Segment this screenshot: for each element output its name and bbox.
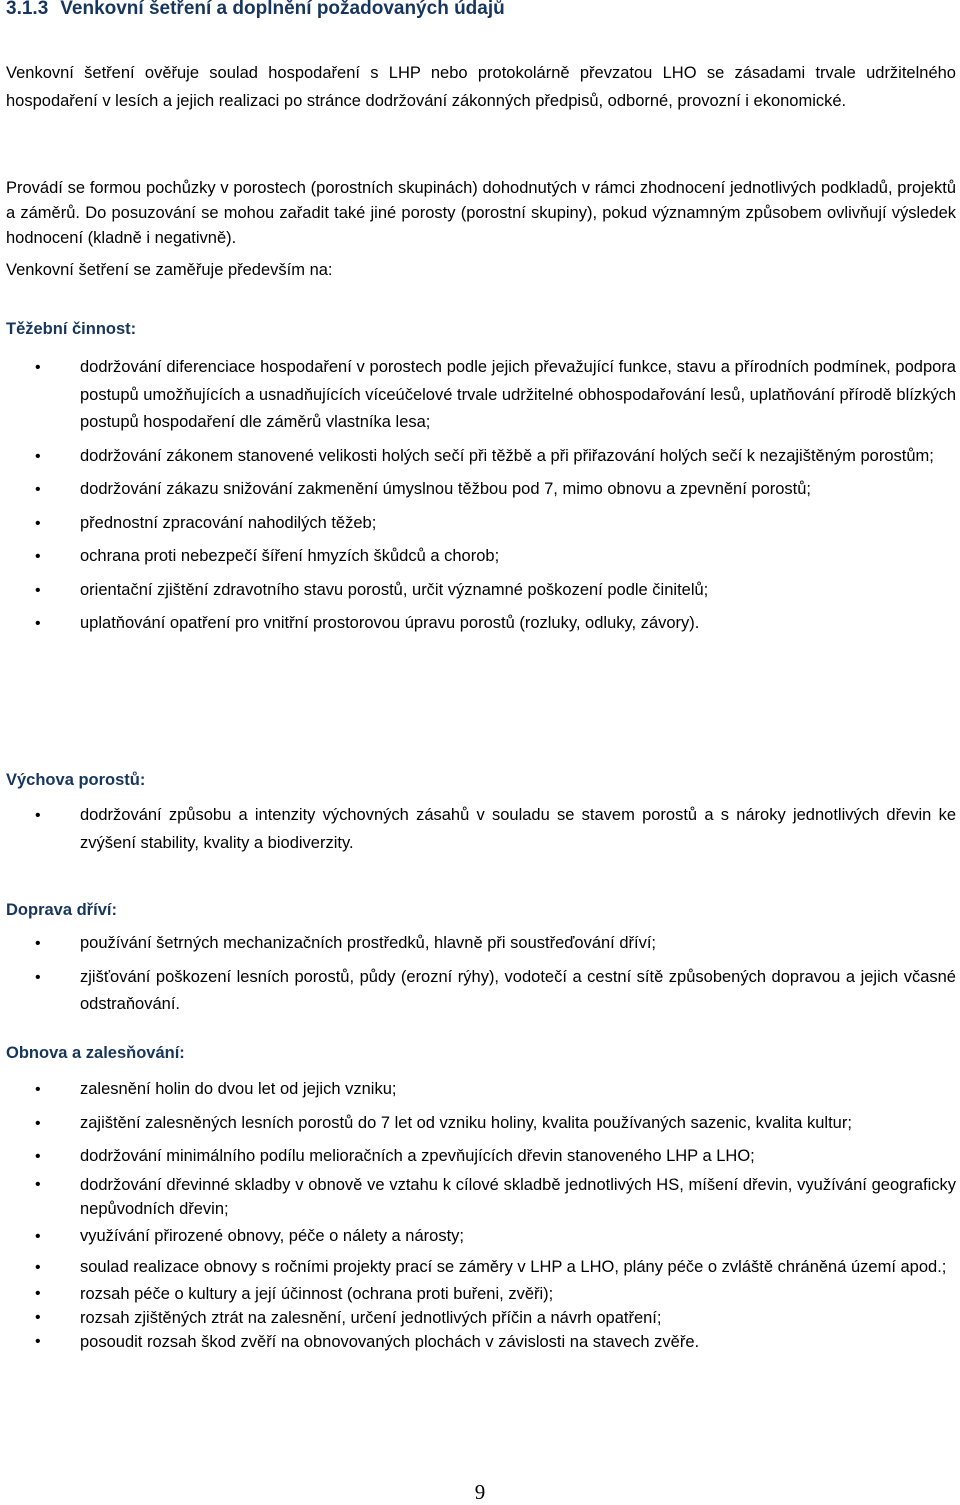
bullet-icon: • [35, 1175, 41, 1193]
bullet-icon: • [35, 1148, 41, 1165]
list-item: • dodržování diferenciace hospodaření v porostech podle jejich převažující funkce, stavu a přírodních podmínek, podpora postupů umožňujících a usnadňujících víceúčelové trvale udržitelné obhospodařování lesů, uplatňování přírodě blízkých postupů hospodaření dle záměrů vlastníka lesa; [0, 354, 956, 437]
section-title-vychova: Výchova porostů: [6, 771, 146, 789]
bullet-icon: • [35, 447, 41, 465]
bullet-icon: • [35, 1332, 41, 1350]
list-item: • dodržování minimálního podílu melioračních a zpevňujících dřevin stanoveného LHP a LHO; [0, 1143, 956, 1171]
bullet-icon: • [35, 514, 41, 532]
page-number: 9 [474, 1480, 486, 1504]
list-item: • dodržování způsobu a intenzity výchovných zásahů v souladu se stavem porostů a s nároky jednotlivých dřevin ke zvýšení stability, kvality a biodiverzity. [0, 802, 956, 857]
bullet-icon: • [35, 1284, 41, 1302]
list-item: • dodržování zákonem stanovené velikosti holých sečí při těžbě a při přiřazování holých sečí k nezajištěným porostům; [0, 443, 956, 471]
section-heading [6, 0, 505, 20]
list-item: • dodržování dřevinné skladby v obnově ve vztahu k cílové skladbě jednotlivých HS, míšení dřevin, využívání geograficky nepůvodních dřevin; [0, 1173, 956, 1221]
bullet-icon: • [35, 1259, 41, 1276]
list-tezebni [0, 354, 956, 638]
bullet-icon: • [35, 968, 41, 986]
bullet-icon: • [35, 481, 41, 498]
list-item: • rozsah zjištěných ztrát na zalesnění, určení jednotlivých příčin a návrh opatření; [0, 1306, 956, 1330]
list-obnova [0, 1076, 956, 1354]
bullet-icon: • [35, 807, 41, 824]
list-item: • soulad realizace obnovy s ročními projekty prací se záměry v LHP a LHO, plány péče o zvláště chráněná území apod.; [0, 1254, 956, 1282]
bullet-icon: • [35, 548, 41, 565]
section-title-tezebni: Těžební činnost: [6, 320, 137, 338]
list-vychova [0, 802, 956, 857]
list-item: • využívání přirozené obnovy, péče o nálety a nárosty; [0, 1223, 956, 1251]
list-item: • ochrana proti nebezpečí šíření hmyzích škůdců a chorob; [0, 543, 956, 571]
list-item: • posoudit rozsah škod zvěří na obnovovaných plochách v závislosti na stavech zvěře. [0, 1330, 956, 1354]
bullet-icon: • [35, 359, 41, 376]
bullet-icon: • [35, 1308, 41, 1326]
bullet-icon: • [35, 1114, 41, 1132]
section-number: 3.1.3 [6, 0, 49, 19]
bullet-icon: • [35, 581, 41, 599]
list-item: • uplatňování opatření pro vnitřní prostorovou úpravu porostů (rozluky, odluky, závory). [0, 610, 956, 638]
intro-paragraph-1: Venkovní šetření ověřuje soulad hospodaření s LHP nebo protokolárně převzatou LHO se zásadami trvale udržitelného hospodaření v lesích a jejich realizaci po stránce dodržování zákonných předpisů, odborné, provozní i ekonomické. [6, 64, 956, 110]
list-item: • přednostní zpracování nahodilých těžeb; [0, 510, 956, 538]
intro-paragraph-3: Venkovní šetření se zaměřuje především na: [6, 261, 333, 279]
list-item: • orientační zjištění zdravotního stavu porostů, určit významné poškození podle činitelů; [0, 577, 956, 605]
list-doprava [0, 930, 956, 1019]
bullet-icon: • [35, 615, 41, 632]
list-item: • zjišťování poškození lesních porostů, půdy (erozní rýhy), vodotečí a cestní sítě způsobených dopravou a jejich včasné odstraňování. [0, 964, 956, 1019]
list-item: • zalesnění holin do dvou let od jejich vzniku; [0, 1076, 956, 1104]
bullet-icon: • [35, 935, 41, 952]
intro-paragraph-2: Provádí se formou pochůzky v porostech (porostních skupinách) dohodnutých v rámci zhodnocení jednotlivých podkladů, projektů a záměrů. Do posuzování se mohou zařadit také jiné porosty (porostní skupiny), pokud významným způsobem ovlivňují výsledek hodnocení (kladně i negativně). [6, 179, 956, 247]
section-title: Venkovní šetření a doplnění požadovaných údajů [60, 0, 505, 19]
bullet-icon: • [35, 1227, 41, 1245]
section-title-doprava: Doprava dříví: [6, 901, 117, 919]
list-item: • zajištění zalesněných lesních porostů do 7 let od vzniku holiny, kvalita používaných sazenic, kvalita kultur; [0, 1110, 956, 1138]
section-title-obnova: Obnova a zalesňování: [6, 1044, 185, 1062]
list-item: • rozsah péče o kultury a její účinnost (ochrana proti buřeni, zvěři); [0, 1282, 956, 1306]
list-item: • dodržování zákazu snižování zakmenění úmyslnou těžbou pod 7, mimo obnovu a zpevnění porostů; [0, 476, 956, 504]
bullet-icon: • [35, 1081, 41, 1098]
list-item: • používání šetrných mechanizačních prostředků, hlavně při soustřeďování dříví; [0, 930, 956, 958]
